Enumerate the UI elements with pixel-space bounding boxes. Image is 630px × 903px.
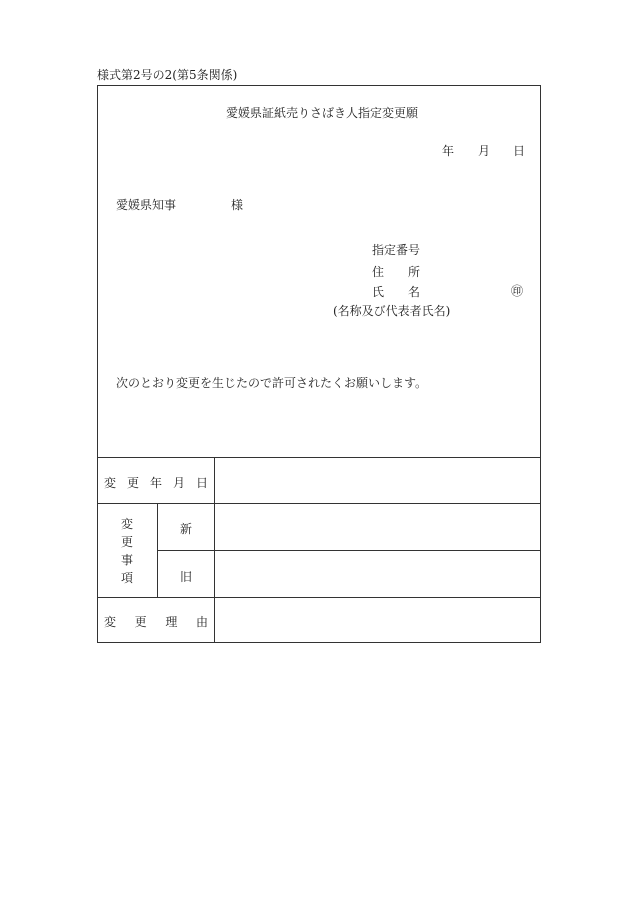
- name-note: (名称及び代表者氏名): [333, 304, 451, 318]
- addressee-honorific: 様: [231, 198, 244, 212]
- seal-mark-icon: ㊞: [511, 284, 524, 298]
- request-text: 次のとおり変更を生じたので許可されたくお願いします。: [116, 376, 428, 390]
- date-year-label: 年: [442, 144, 455, 158]
- address-label-2: 所: [408, 265, 421, 279]
- change-items-label: 変 更 事 項: [120, 517, 133, 585]
- address-label-1: 住: [372, 265, 385, 279]
- name-label-2: 名: [408, 285, 421, 299]
- old-label: 旧: [180, 570, 193, 584]
- date-day-label: 日: [513, 144, 526, 158]
- table-column-divider: [157, 503, 158, 597]
- form-title: 愛媛県証紙売りさばき人指定変更願: [226, 106, 419, 120]
- designation-number-label: 指定番号: [372, 243, 421, 257]
- change-reason-field[interactable]: [215, 598, 540, 642]
- date-month-label: 月: [478, 144, 491, 158]
- change-date-field[interactable]: [215, 458, 540, 503]
- new-label: 新: [180, 522, 193, 536]
- addressee-name: 愛媛県知事: [116, 198, 177, 212]
- change-reason-label: 変 更 理 由: [104, 615, 208, 629]
- change-date-label: 変 更 年 月 日: [104, 476, 208, 490]
- old-value-field[interactable]: [215, 551, 540, 597]
- form-code: 様式第2号の2(第5条関係): [97, 68, 238, 82]
- name-label-1: 氏: [372, 285, 385, 299]
- new-value-field[interactable]: [215, 504, 540, 550]
